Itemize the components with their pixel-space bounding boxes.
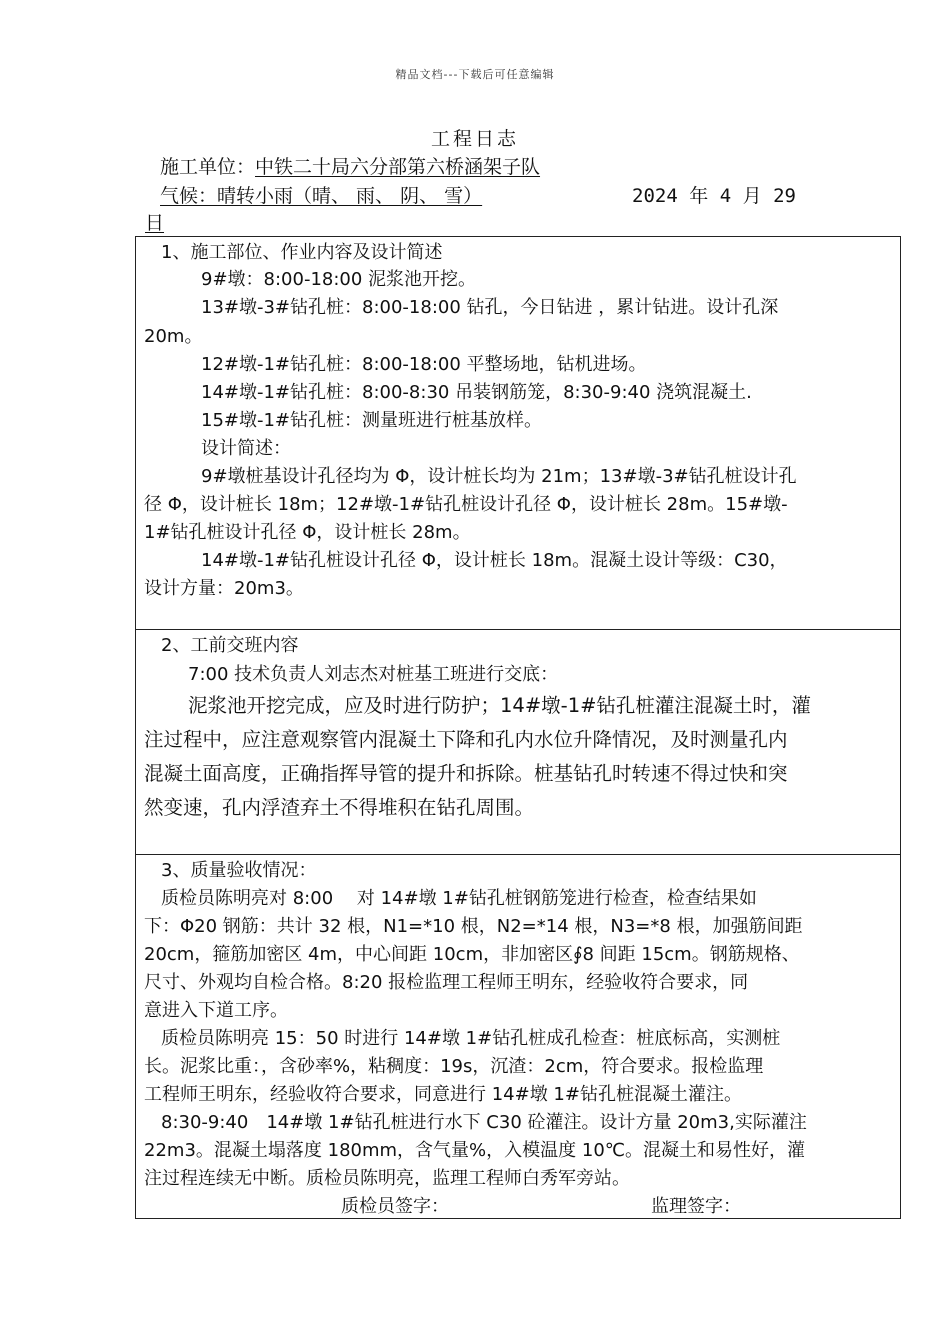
section2-line: 混凝土面高度，正确指挥导管的提升和拆除。桩基钻孔时转速不得过快和突 xyxy=(144,762,788,785)
section3-line: 尺寸、外观均自检合格。8:20 报检监理工程师王明东，经验收符合要求，同 xyxy=(144,972,749,993)
supervisor-signature-label: 监理签字： xyxy=(651,1196,741,1217)
section1-line: 径 Φ，设计桩长 18m；12#墩-1#钻孔桩设计孔径 Φ，设计桩长 28m。15#墩- xyxy=(144,494,788,515)
section3-line: 20cm，箍筋加密区 4m，中心间距 10cm，非加密区∮8 间距 15cm。钢筋规格、 xyxy=(144,944,800,965)
section3-line: 注过程连续无中断。质检员陈明亮，监理工程师白秀军旁站。 xyxy=(144,1168,630,1189)
section1-line: 设计简述： xyxy=(201,438,291,459)
section1-line: 20m。 xyxy=(144,326,203,347)
section2-line: 泥浆池开挖完成，应及时进行防护；14#墩-1#钻孔桩灌注混凝土时，灌 xyxy=(188,694,811,717)
section1-line: 13#墩-3#钻孔桩：8:00-18:00 钻孔，今日钻进 ，累计钻进。设计孔深 xyxy=(201,297,779,318)
section2-heading: 2、工前交班内容 xyxy=(161,635,299,656)
date-line xyxy=(632,181,796,208)
section1-line: 15#墩-1#钻孔桩：测量班进行桩基放样。 xyxy=(201,410,543,431)
section1-line: 14#墩-1#钻孔桩：8:00-8:30 吊装钢筋笼，8:30-9:40 浇筑混凝土. xyxy=(201,382,752,403)
section1-heading: 1、施工部位、作业内容及设计简述 xyxy=(161,242,443,263)
section1-line: 12#墩-1#钻孔桩：8:00-18:00 平整场地，钻机进场。 xyxy=(201,354,647,375)
section3-line: 质检员陈明亮 15：50 时进行 14#墩 1#钻孔桩成孔检查：桩底标高，实测桩 xyxy=(161,1028,781,1049)
header-note: 精品文档---下载后可任意编辑 xyxy=(395,68,555,81)
section-quality-acceptance xyxy=(135,854,901,1219)
section2-line: 7:00 技术负责人刘志杰对桩基工班进行交底： xyxy=(188,664,559,685)
section3-line: 长。泥浆比重：，含砂率%，粘稠度：19s，沉渣：2cm，符合要求。报检监理 xyxy=(144,1056,764,1077)
weather-label: 气候： xyxy=(160,185,218,207)
page-title: 工程日志 xyxy=(430,128,519,150)
section-handover xyxy=(135,629,901,855)
unit-value: 中铁二十局六分部第六桥涵架子队 xyxy=(255,156,541,178)
date-year: 2024 xyxy=(632,185,678,207)
date-year-unit: 年 xyxy=(689,185,709,207)
weather-value: 晴转小雨（晴、 雨、 阴、 雪） xyxy=(217,185,483,207)
date-month-unit: 月 xyxy=(742,185,762,207)
date-day-unit: 日 xyxy=(145,212,165,234)
section3-line: 8:30-9:40 14#墩 1#钻孔桩进行水下 C30 砼灌注。设计方量 20m3,实际灌注 xyxy=(161,1112,807,1133)
section2-line: 然变速，孔内浮渣弃土不得堆积在钻孔周围。 xyxy=(144,796,535,819)
section3-line: 意进入下道工序。 xyxy=(144,1000,288,1021)
section3-line: 22m3。混凝土塌落度 180mm，含气量%，入模温度 10℃。混凝土和易性好，灌 xyxy=(144,1140,805,1161)
section-work-content xyxy=(135,236,901,630)
section3-heading: 3、质量验收情况： xyxy=(161,860,317,881)
date-month: 4 xyxy=(719,185,732,207)
inspector-signature-label: 质检员签字： xyxy=(341,1196,449,1217)
section1-line: 设计方量：20m3。 xyxy=(144,578,304,599)
unit-label: 施工单位： xyxy=(160,156,256,178)
date-day: 29 xyxy=(773,185,796,207)
section3-line: 下：Φ20 钢筋：共计 32 根，N1=*10 根，N2=*14 根，N3=*8 根，加强筋间距 xyxy=(144,916,803,937)
section1-line: 1#钻孔桩设计孔径 Φ，设计桩长 28m。 xyxy=(144,522,471,543)
section3-line: 质检员陈明亮对 8:00 对 14#墩 1#钻孔桩钢筋笼进行检查，检查结果如 xyxy=(161,888,757,909)
section2-line: 注过程中，应注意观察管内混凝土下降和孔内水位升降情况，及时测量孔内 xyxy=(144,728,788,751)
construction-unit xyxy=(160,152,540,179)
section1-line: 9#墩：8:00-18:00 泥浆池开挖。 xyxy=(201,269,477,290)
section1-line: 9#墩桩基设计孔径均为 Φ，设计桩长均为 21m；13#墩-3#钻孔桩设计孔 xyxy=(201,466,797,487)
section1-line: 14#墩-1#钻孔桩设计孔径 Φ，设计桩长 18m。混凝土设计等级：C30， xyxy=(201,550,788,571)
section3-line: 工程师王明东，经验收符合要求，同意进行 14#墩 1#钻孔桩混凝土灌注。 xyxy=(144,1084,742,1105)
